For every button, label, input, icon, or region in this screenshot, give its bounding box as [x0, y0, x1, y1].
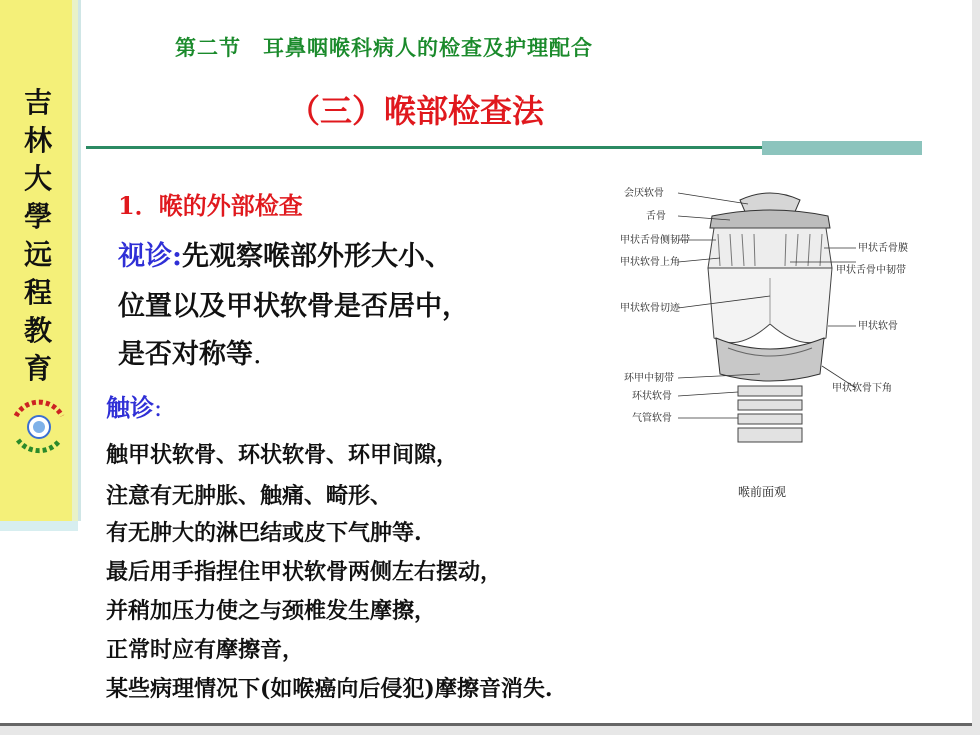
label-thyrohyoid-membrane: 甲状舌骨膜 [858, 243, 908, 254]
label-inferior-horn: 甲状软骨下角 [832, 383, 892, 394]
inspection-text-3: 是否对称等 [118, 339, 253, 370]
palpation-line: 并稍加压力使之与颈椎发生摩擦， [106, 598, 437, 624]
university-char: 吉 [23, 86, 52, 119]
inspection-line-3 [118, 332, 262, 371]
label-lateral-thyrohyoid-ligament: 甲状舌骨侧韧带 [620, 235, 690, 246]
label-cricothyroid-ligament: 环甲中韧带 [624, 373, 674, 384]
palpation-label: 触诊 [106, 393, 154, 422]
slide-border-bottom [0, 726, 980, 735]
label-epiglottis: 会厌软骨 [624, 188, 664, 199]
slide-border-right [972, 0, 980, 735]
label-tracheal-cartilage: 气管软骨 [632, 413, 672, 424]
label-thyroid-cartilage: 甲状软骨 [858, 321, 898, 332]
palpation-line: 正常时应有摩擦音， [106, 637, 305, 663]
palpation-heading [106, 388, 162, 423]
palpation-line: 最后用手指捏住甲状软骨两侧左右摆动， [106, 559, 503, 585]
university-char: 育 [23, 352, 52, 385]
figure-caption: 喉前面观 [738, 485, 787, 499]
palpation-separator: : [154, 394, 163, 422]
palpation-line: 触甲状软骨、环状软骨、环甲间隙， [106, 442, 459, 468]
header-divider-accent [762, 141, 922, 155]
larynx-drawing [708, 193, 832, 442]
university-char: 學 [23, 200, 52, 233]
inspection-period: . [253, 339, 262, 370]
inspection-line-1 [118, 234, 452, 273]
label-median-thyrohyoid-ligament: 甲状舌骨中韧带 [836, 265, 906, 276]
palpation-line: 有无肿大的淋巴结或皮下气肿等. [106, 520, 422, 546]
inspection-text-1: 先观察喉部外形大小、 [181, 241, 452, 272]
university-char: 程 [23, 276, 52, 309]
university-char: 林 [23, 124, 52, 157]
content-heading: 1．喉的外部检查 [118, 191, 303, 220]
inspection-label: 视诊 [118, 241, 172, 272]
sidebar-band [0, 521, 78, 531]
label-superior-horn: 甲状软骨上角 [620, 257, 680, 268]
subsection-title: （三）喉部检查法 [288, 92, 545, 130]
inspection-line-2: 位置以及甲状软骨是否居中， [118, 291, 469, 322]
university-char: 大 [23, 162, 52, 195]
section-title: 第二节 耳鼻咽喉科病人的检查及护理配合 [175, 35, 593, 60]
university-char: 远 [23, 238, 52, 271]
label-hyoid-bone: 舌骨 [646, 211, 666, 222]
palpation-line: 某些病理情况下(如喉癌向后侵犯)摩擦音消失. [106, 676, 553, 702]
label-thyroid-notch: 甲状软骨切迹 [620, 303, 680, 314]
university-name [18, 84, 58, 388]
department-logo [8, 396, 70, 458]
inspection-separator: : [172, 241, 182, 272]
university-char: 教 [23, 314, 52, 347]
palpation-line: 注意有无肿胀、触痛、畸形、 [106, 483, 393, 509]
larynx-anterior-view-figure [620, 178, 920, 508]
label-cricoid-cartilage: 环状软骨 [632, 391, 672, 402]
